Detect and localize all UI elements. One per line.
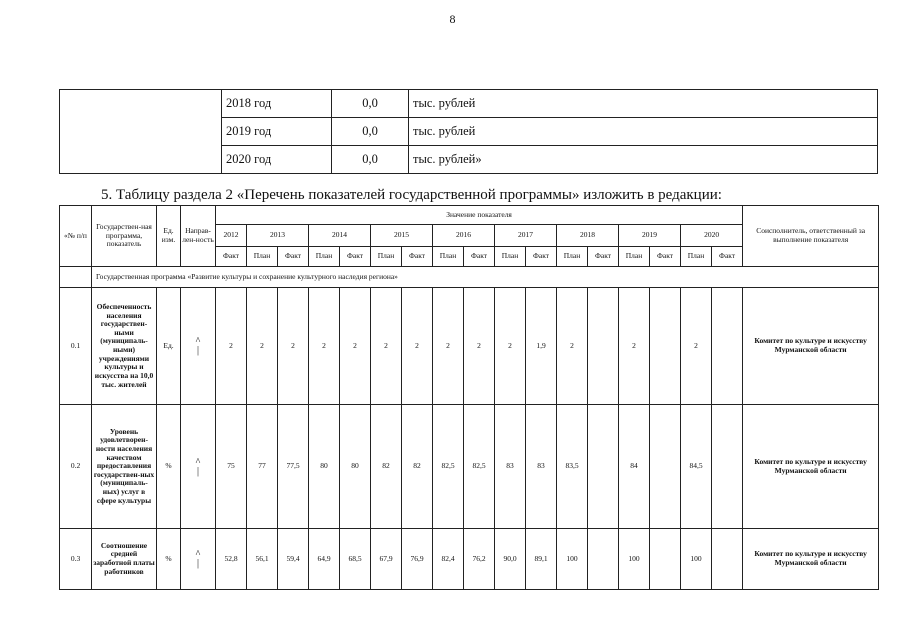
value-cell [588, 529, 619, 590]
year-header: 2018 [557, 225, 619, 247]
unit-cell: % [157, 405, 181, 529]
value-cell [588, 405, 619, 529]
value-cell: 83 [495, 405, 526, 529]
subcol-header: План [619, 247, 650, 267]
value-cell: 1,9 [526, 288, 557, 405]
year-header: 2020 [681, 225, 743, 247]
subcol-header: План [681, 247, 712, 267]
value-cell: 2 [402, 288, 433, 405]
value-cell [650, 288, 681, 405]
value-cell: 2 [557, 288, 588, 405]
subcol-header: Факт [216, 247, 247, 267]
funding-years-table [59, 89, 878, 174]
value-cell: 59,4 [278, 529, 309, 590]
section-caption: 5. Таблицу раздела 2 «Перечень показателей государственной программы» изложить в редакции: [101, 187, 722, 203]
indicators-table [59, 205, 879, 590]
indicator-name: Уровень удовлетворен-ности населения качеством предоставления государствен-ных (муниципаль-ных) услуг в сфере культуры [92, 405, 157, 529]
value-cell: 77 [247, 405, 278, 529]
arrow-up-icon: ^ [195, 336, 201, 347]
row-number: 0.3 [60, 529, 92, 590]
value-cell: 82 [371, 405, 402, 529]
row-number: 0.1 [60, 288, 92, 405]
unit-cell: % [157, 529, 181, 590]
header-unit: Ед. изм. [157, 206, 181, 267]
responsible-cell: Комитет по культуре и искусству Мурманской области [743, 288, 879, 405]
year-header: 2015 [371, 225, 433, 247]
subcol-header: План [433, 247, 464, 267]
subcol-header: План [309, 247, 340, 267]
subcol-header: Факт [588, 247, 619, 267]
subcol-header: План [557, 247, 588, 267]
value-cell: 2 [278, 288, 309, 405]
value-cell: 2 [681, 288, 712, 405]
value-cell: 82,4 [433, 529, 464, 590]
year-cell: 2019 год [222, 118, 332, 146]
value-cell: 82 [402, 405, 433, 529]
year-cell: 2018 год [222, 90, 332, 118]
value-cell: 80 [309, 405, 340, 529]
empty-cell [60, 267, 92, 288]
arrow-shaft-icon: | [196, 345, 199, 356]
value-cell: 84 [619, 405, 650, 529]
subcol-header: План [371, 247, 402, 267]
value-cell: 80 [340, 405, 371, 529]
subcol-header: План [495, 247, 526, 267]
unit-cell: тыс. рублей [409, 118, 878, 146]
value-cell: 2 [340, 288, 371, 405]
table-row [60, 529, 879, 590]
year-header: 2014 [309, 225, 371, 247]
value-cell [712, 405, 743, 529]
indicator-name: Обеспеченность населения государствен-ными (муниципаль-ными) учреждениями культуры и искусства на 10,0 тыс. жителей [92, 288, 157, 405]
subcol-header: Факт [712, 247, 743, 267]
header-num: «№ п/п [60, 206, 92, 267]
value-cell: 2 [464, 288, 495, 405]
value-cell: 68,5 [340, 529, 371, 590]
value-cell [712, 529, 743, 590]
year-header: 2016 [433, 225, 495, 247]
value-cell: 100 [681, 529, 712, 590]
value-cell: 52,8 [216, 529, 247, 590]
row-number: 0.2 [60, 405, 92, 529]
value-cell: 2 [216, 288, 247, 405]
year-header: 2013 [247, 225, 309, 247]
value-cell: 100 [557, 529, 588, 590]
direction-cell [181, 529, 216, 590]
value-cell: 76,9 [402, 529, 433, 590]
value-cell [650, 405, 681, 529]
arrow-shaft-icon: | [196, 558, 199, 569]
value-cell: 82,5 [433, 405, 464, 529]
year-header: 2017 [495, 225, 557, 247]
arrow-up-icon: ^ [195, 456, 201, 468]
value-cell: 2 [247, 288, 278, 405]
year-header: 2019 [619, 225, 681, 247]
value-cell: 2 [495, 288, 526, 405]
value-cell: 100 [619, 529, 650, 590]
subcol-header: Факт [340, 247, 371, 267]
value-cell [650, 529, 681, 590]
value-cell: 89,1 [526, 529, 557, 590]
subcol-header: Факт [526, 247, 557, 267]
empty-merged-cell [60, 90, 222, 174]
table-row [60, 90, 878, 118]
direction-cell [181, 405, 216, 529]
direction-cell [181, 288, 216, 405]
value-cell: 2 [619, 288, 650, 405]
subcol-header: Факт [278, 247, 309, 267]
year-header: 2012 [216, 225, 247, 247]
subcol-header: План [247, 247, 278, 267]
responsible-cell: Комитет по культуре и искусству Мурманской области [743, 405, 879, 529]
value-cell [588, 288, 619, 405]
value-cell: 84,5 [681, 405, 712, 529]
table-row [60, 288, 879, 405]
unit-cell: тыс. рублей [409, 90, 878, 118]
value-cell: 82,5 [464, 405, 495, 529]
year-cell: 2020 год [222, 146, 332, 174]
header-name: Государствен-ная программа, показатель [92, 206, 157, 267]
unit-cell: тыс. рублей» [409, 146, 878, 174]
program-row: Государственная программа «Развитие культуры и сохранение культурного наследия региона» [92, 267, 879, 288]
responsible-cell: Комитет по культуре и искусству Мурманской области [743, 529, 879, 590]
value-cell: 83,5 [557, 405, 588, 529]
value-cell: 75 [216, 405, 247, 529]
header-direction: Направ-лен-ность [181, 206, 216, 267]
arrow-shaft-icon: | [196, 465, 199, 477]
value-cell: 90,0 [495, 529, 526, 590]
value-cell [712, 288, 743, 405]
value-cell: 0,0 [332, 146, 409, 174]
value-cell: 77,5 [278, 405, 309, 529]
indicator-name: Соотношение средней заработной платы работников [92, 529, 157, 590]
subcol-header: Факт [402, 247, 433, 267]
value-cell: 2 [309, 288, 340, 405]
header-responsible: Соисполнитель, ответственный за выполнение показателя [743, 206, 879, 267]
page-number: 8 [449, 12, 456, 26]
value-cell: 2 [433, 288, 464, 405]
value-cell: 56,1 [247, 529, 278, 590]
value-cell: 64,9 [309, 529, 340, 590]
unit-cell: Ед. [157, 288, 181, 405]
value-cell: 76,2 [464, 529, 495, 590]
header-values: Значение показателя [216, 206, 743, 225]
value-cell: 83 [526, 405, 557, 529]
value-cell: 0,0 [332, 90, 409, 118]
table-row [60, 405, 879, 529]
value-cell: 2 [371, 288, 402, 405]
value-cell: 0,0 [332, 118, 409, 146]
subcol-header: Факт [650, 247, 681, 267]
arrow-up-icon: ^ [195, 549, 201, 560]
subcol-header: Факт [464, 247, 495, 267]
value-cell: 67,9 [371, 529, 402, 590]
